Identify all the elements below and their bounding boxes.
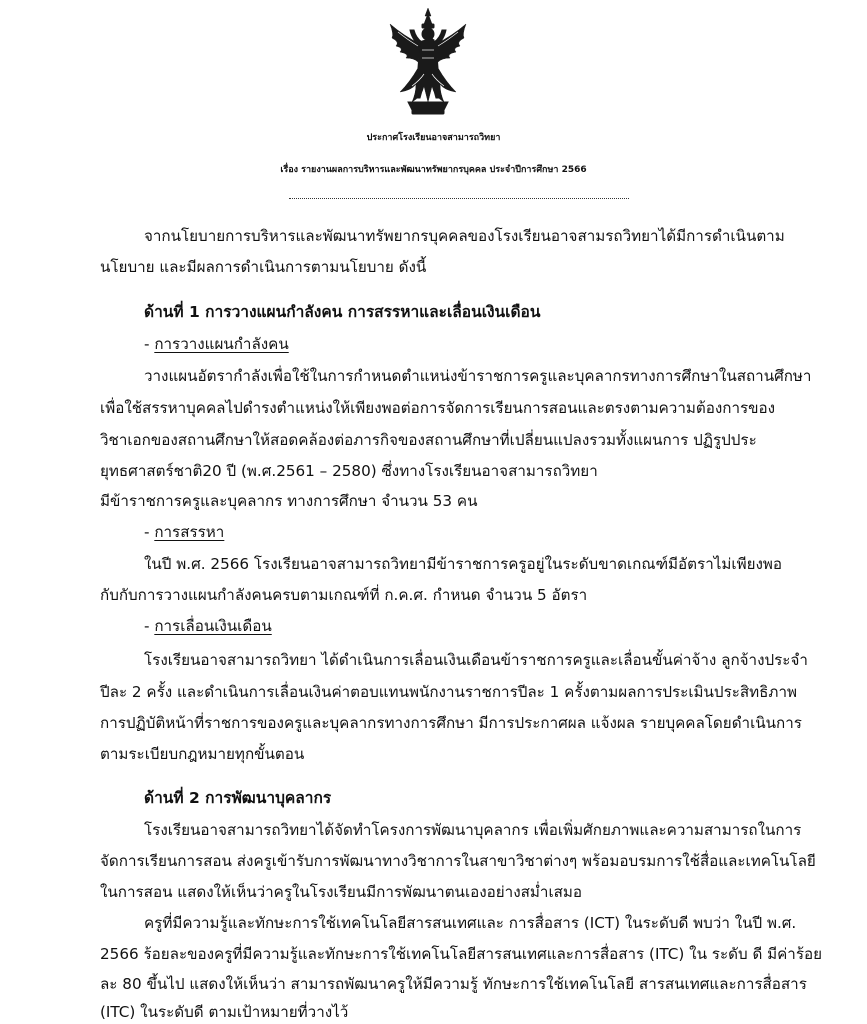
- ict-line: ครูที่มีความรู้และทักษะการใช้เทคโนโลยีสารสนเทศและ การสื่อสาร (ICT) ในระดับดี พบว่า ในปี พ.ศ.: [144, 914, 797, 932]
- section2-heading: ด้านที่ 2 การพัฒนาบุคลากร: [144, 789, 332, 807]
- garuda-emblem-icon: [382, 6, 474, 118]
- announcement-subject: เรื่อง รายงานผลการบริหารและพัฒนาทรัพยากรบุคคล ประจำปีการศึกษา 2566: [280, 165, 587, 175]
- recruitment-subheading: [144, 522, 224, 542]
- salary-line: ปีละ 2 ครั้ง และดำเนินการเลื่อนเงินค่าตอบแทนพนักงานราชการปีละ 1 ครั้งตามผลการประเมินประสิทธิภาพ: [100, 683, 797, 701]
- recruitment-line: กับกับการวางแผนกำลังคนครบตามเกณฑ์ที่ ก.ค.ศ. กำหนด จำนวน 5 อัตรา: [100, 586, 588, 604]
- salary-line: ตามระเบียบกฎหมายทุกขั้นตอน: [100, 745, 305, 763]
- planning-line: วางแผนอัตรากำลังเพื่อใช้ในการกำหนดตำแหน่งข้าราชการครูและบุคลากรทางการศึกษาในสถานศึกษา: [144, 367, 812, 385]
- ict-line: 2566 ร้อยละของครูที่มีความรู้และทักษะการใช้เทคโนโลยีสารสนเทศและการสื่อสาร (ITC) ใน ระดับ ดี มีค่าร้อย: [100, 945, 823, 963]
- salary-line: การปฏิบัติหน้าที่ราชการของครูและบุคลากรทางการศึกษา มีการประกาศผล แจ้งผล รายบุคคลโดยดำเนินการ: [100, 714, 802, 732]
- planning-line: เพื่อใช้สรรหาบุคคลไปดำรงตำแหน่งให้เพียงพอต่อการจัดการเรียนการสอนและตรงตามความต้องการของ: [100, 399, 776, 417]
- ict-line: ละ 80 ขึ้นไป แสดงให้เห็นว่า สามารถพัฒนาครูให้มีความรู้ ทักษะการใช้เทคโนโลยี สารสนเทศและการสื่อสาร: [100, 975, 807, 993]
- dotted-divider: [289, 198, 629, 199]
- intro-line: นโยบาย และมีผลการดำเนินการตามนโยบาย ดังนี้: [100, 258, 427, 276]
- salary-line: โรงเรียนอาจสามารถวิทยา ได้ดำเนินการเลื่อนเงินเดือนข้าราชการครูและเลื่อนขั้นค่าจ้าง ลูกจ้างประจำ: [144, 651, 808, 669]
- bullet-dash: -: [144, 523, 150, 541]
- planning-label: การวางแผนกำลังคน: [154, 335, 289, 353]
- development-line: โรงเรียนอาจสามารถวิทยาได้จัดทำโครงการพัฒนาบุคลากร เพื่อเพิ่มศักยภาพและความสามารถในการ: [144, 821, 802, 839]
- planning-line: วิชาเอกของสถานศึกษาให้สอดคล้องต่อภารกิจของสถานศึกษาที่เปลี่ยนแปลงรวมทั้งแผนการ ปฏิรูปประ: [100, 431, 757, 449]
- planning-line: มีข้าราชการครูและบุคลากร ทางการศึกษา จำนวน 53 คน: [100, 492, 478, 510]
- development-line: จัดการเรียนการสอน ส่งครูเข้ารับการพัฒนาทางวิชาการในสาขาวิชาต่างๆ พร้อมอบรมการใช้สื่อและเทคโนโลยี: [100, 852, 816, 870]
- salary-subheading: [144, 616, 272, 636]
- announcement-title: ประกาศโรงเรียนอาจสามารถวิทยา: [366, 133, 501, 143]
- planning-subheading: [144, 334, 289, 354]
- ict-line: (ITC) ในระดับดี ตามเป้าหมายที่วางไว้: [100, 1003, 349, 1021]
- planning-line: ยุทธศาสตร์ชาติ20 ปี (พ.ศ.2561 – 2580) ซึ่งทางโรงเรียนอาจสามารถวิทยา: [100, 462, 598, 480]
- bullet-dash: -: [144, 617, 150, 635]
- intro-line: จากนโยบายการบริหารและพัฒนาทรัพยากรบุคคลของโรงเรียนอาจสามรถวิทยาได้มีการดำเนินตาม: [144, 227, 785, 245]
- salary-label: การเลื่อนเงินเดือน: [154, 617, 272, 635]
- section1-heading: ด้านที่ 1 การวางแผนกำลังคน การสรรหาและเลื่อนเงินเดือน: [144, 303, 541, 321]
- recruitment-line: ในปี พ.ศ. 2566 โรงเรียนอาจสามารถวิทยามีข้าราชการครูอยู่ในระดับขาดเกณฑ์มีอัตราไม่เพียงพอ: [144, 555, 783, 573]
- recruitment-label: การสรรหา: [154, 523, 225, 541]
- bullet-dash: -: [144, 335, 150, 353]
- development-line: ในการสอน แสดงให้เห็นว่าครูในโรงเรียนมีการพัฒนาตนเองอย่างสม่ำเสมอ: [100, 883, 583, 901]
